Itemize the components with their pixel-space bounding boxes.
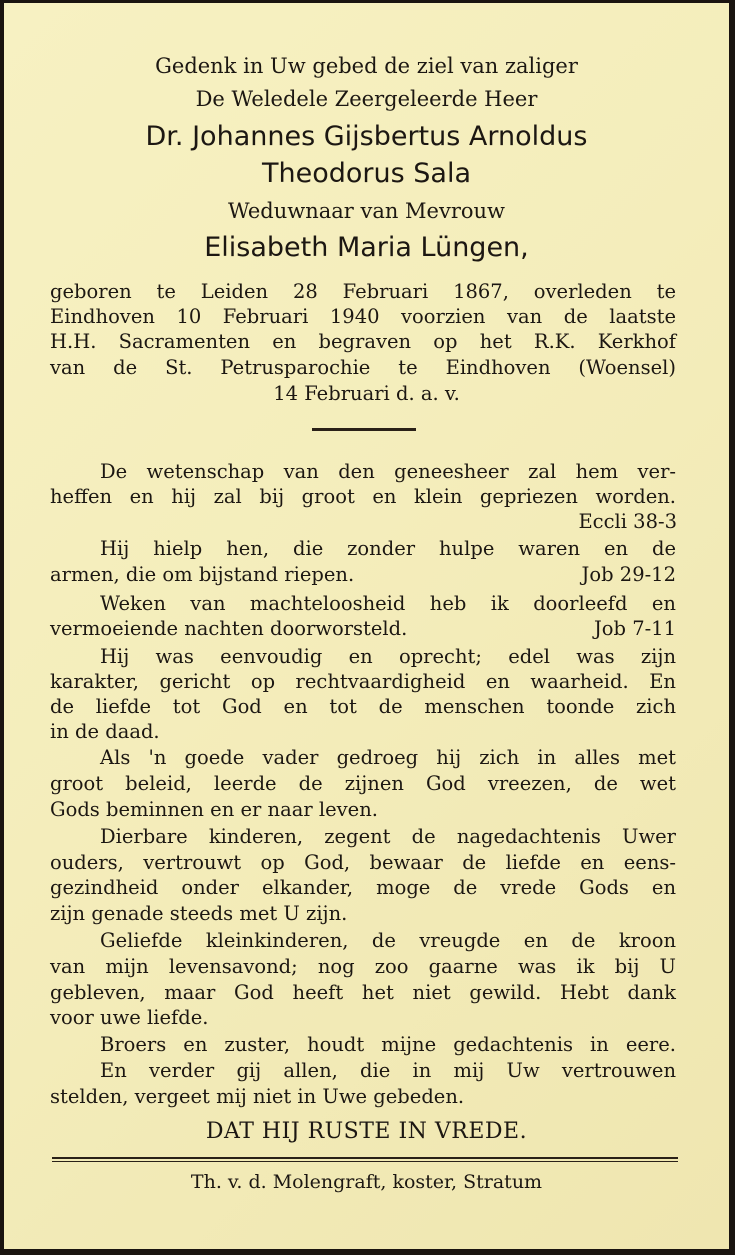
divider-short (312, 428, 416, 431)
closing-line: DAT HIJ RUSTE IN VREDE. (205, 1119, 528, 1144)
verse2-line1: Hij hielp hen, die zonder hulpe waren en de (100, 537, 676, 560)
bio-line3: H.H. Sacramenten en begraven op het R.K. Kerkhof (50, 330, 676, 353)
para2-line1: Als 'n goede vader gedroeg hij zich in alles met (100, 746, 676, 769)
para1-line1: Hij was eenvoudig en oprecht; edel was zijn (100, 645, 676, 668)
bio-line5: 14 Februari d. a. v. (273, 382, 460, 405)
para1-line4: in de daad. (50, 720, 160, 743)
verse1-reference: Eccli 38-3 (578, 510, 677, 533)
verse3-line1: Weken van machteloosheid heb ik doorleefd en (100, 592, 676, 615)
para4-line3: gebleven, maar God heeft het niet gewild. Hebt dank (50, 981, 676, 1004)
para4-line2: van mijn levensavond; nog zoo gaarne was ik bij U (50, 955, 676, 978)
bio-line4: van de St. Petrusparochie te Eindhoven (Woensel) (50, 356, 676, 379)
memorial-card (4, 3, 729, 1249)
verse2-reference: Job 29-12 (581, 563, 676, 586)
deceased-name-line1: Dr. Johannes Gijsbertus Arnoldus (145, 121, 588, 152)
divider-long-bottom (52, 1161, 678, 1162)
bio-line2: Eindhoven 10 Februari 1940 voorzien van de laatste (50, 305, 676, 328)
para3-line2: ouders, vertrouwt op God, bewaar de liefde en eens- (50, 851, 676, 874)
printer-credit: Th. v. d. Molengraft, koster, Stratum (190, 1171, 543, 1193)
verse2-line2: armen, die om bijstand riepen. (50, 563, 355, 586)
para4-line1: Geliefde kleinkinderen, de vreugde en de kroon (100, 929, 676, 952)
prayer-request-line: Gedenk in Uw gebed de ziel van zaliger (155, 54, 578, 78)
para1-line3: de liefde tot God en tot de menschen toonde zich (50, 695, 676, 718)
para6-line1: En verder gij allen, die in mij Uw vertrouwen (100, 1059, 676, 1082)
para2-line2: groot beleid, leerde de zijnen God vreezen, de wet (50, 772, 676, 795)
bio-line1: geboren te Leiden 28 Februari 1867, overleden te (50, 280, 676, 303)
para3-line3: gezindheid onder elkander, moge de vrede Gods en (50, 876, 676, 899)
verse3-reference: Job 7-11 (593, 617, 676, 640)
para3-line4: zijn genade steeds met U zijn. (50, 902, 348, 925)
verse1-line1: De wetenschap van den geneesheer zal hem ver- (100, 460, 676, 483)
para3-line1: Dierbare kinderen, zegent de nagedachtenis Uwer (100, 825, 676, 848)
honorific-line: De Weledele Zeergeleerde Heer (195, 87, 538, 111)
divider-long-top (52, 1157, 678, 1159)
para6-line2: stelden, vergeet mij niet in Uwe gebeden. (50, 1085, 465, 1108)
deceased-name-line2: Theodorus Sala (262, 158, 471, 189)
para5-line1: Broers en zuster, houdt mijne gedachtenis in eere. (100, 1033, 676, 1056)
para2-line3: Gods beminnen en er naar leven. (50, 798, 378, 821)
para1-line2: karakter, gericht op rechtvaardigheid en waarheid. En (50, 670, 676, 693)
verse1-line2: heffen en hij zal bij groot en klein gepriezen worden. (50, 485, 676, 508)
widower-line: Weduwnaar van Mevrouw (227, 199, 506, 223)
verse2-line2-row (50, 563, 676, 586)
para4-line4: voor uwe liefde. (50, 1006, 209, 1029)
verse3-line2: vermoeiende nachten doorworsteld. (50, 617, 408, 640)
verse3-line2-row (50, 617, 676, 640)
spouse-name: Elisabeth Maria Lüngen, (204, 232, 529, 263)
